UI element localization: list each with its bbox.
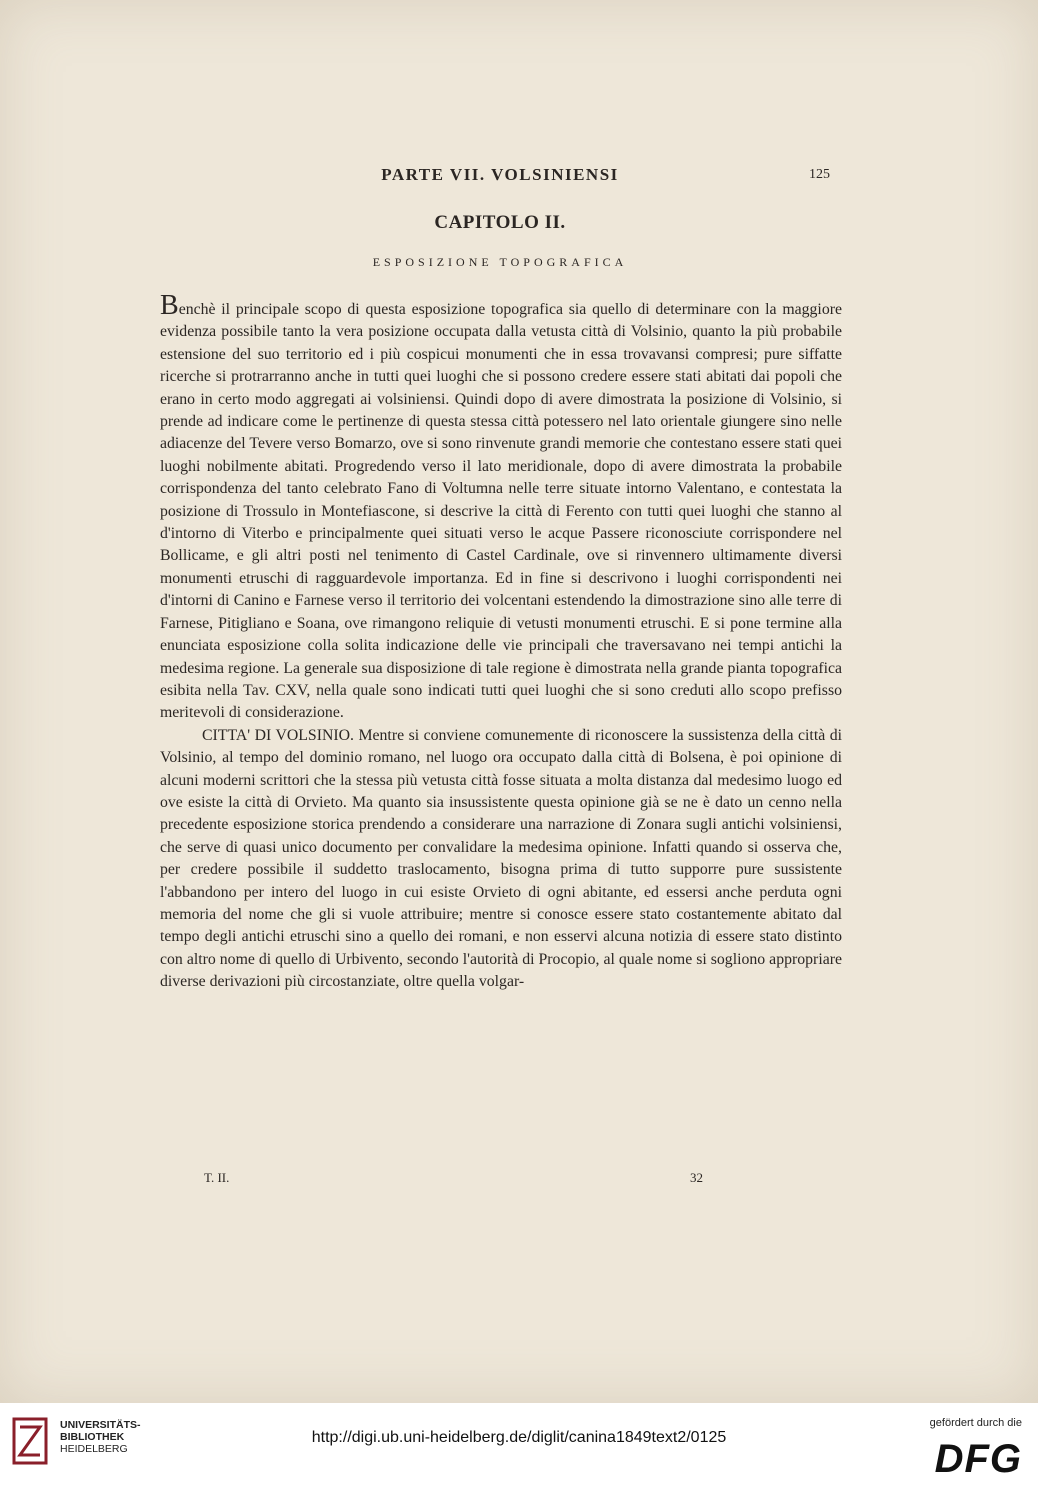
volume-signature: T. II.	[204, 1170, 230, 1185]
library-name-line-1: UNIVERSITÄTS-	[60, 1419, 141, 1431]
library-name-line-3: HEIDELBERG	[60, 1443, 128, 1455]
paragraph-1-text: enchè il principale scopo di questa esposizione topografica sia quello di determinare con la maggiore evidenza possibile tanto la vera posizione occupata dalla vetusta città di Volsinio, quanto la più probabile estensione del suo territorio ed i più cospicui monumenti che in essa trovavansi compresi; pure siffatte ricerche si protrarranno anche in tutti quei luoghi che si possono credere essere stati abitati dai popoli che erano in certo modo aggregati ai volsiniensi. Quindi dopo di avere dimostrata la posizione di Volsinio, si prende ad indicare come le pertinenze di questa stessa città potessero nel lato orientale giungere sino nelle adiacenze del Tevere verso Bomarzo, ove si sono rinvenute grandi memorie che contestano essere stati quei luoghi nobilmente abitati. Progredendo verso il lato meridionale, dopo di avere dimostrata la probabile corrispondenza del tanto celebrato Fano di Voltumna nelle terre situate intorno Valentano, e contestata la posizione di Trossulo in Montefiascone, si descrive la città di Ferento con tutti quei luoghi che stanno al d'intorno di Viterbo e principalmente quei situati verso le acque Passere riconosciute corrispondere nel Bollicame, e gli altri posti nel tenimento di Castel Cardinale, ove si rinvennero ultimamente diversi monumenti etruschi di ragguardevole importanza. Ed in fine si descrivono i luoghi corrispondenti nei d'intorni di Canino e Farnese verso il territorio dei volcentani estendendo la dimostrazione sino alle terre di Farnese, Pitigliano e Soana, ove rimangono reliquie di vetusti monumenti etruschi. E si pone termine alla enunciata esposizione colla solita indicazione delle vie principali che traversavano nei tempi antichi la medesima regione. La generale sua disposizione di tale regione è dimostrata nella grande pianta topografica esibita nella Tav. CXV, nella quale sono indicati tutti quei luoghi che si sono creduti allo scopo prefisso meritevoli di considerazione.	[160, 301, 842, 722]
paragraph-2: CITTA' DI VOLSINIO. Mentre si conviene comunemente di riconoscere la sussistenza della città di Volsinio, al tempo del dominio romano, nel luogo ora occupato dalla città di Bolsena, è poi opinione di alcuni moderni scrittori che la stessa più vetusta città fosse situata a molta distanza dal medesimo luogo ed ove esiste la città di Orvieto. Ma quanto sia insussistente questa opinione già se ne è dato un cenno nella precedente esposizione storica prendendo a considerare una narrazione di Zonara sugli antichi volsiniensi, che serve di quasi unico documento per convalidare la medesima opinione. Infatti quando si osserva che, per credere possibile il suddetto traslocamento, bisogna prima di tutto supporre pure sussistente l'abbandono per intero del luogo in cui esiste Orvieto di ogni abitante, ed essersi anche perduta ogni memoria del nome che gli si vuole attribuire; mentre si conosce essere stato costantemente abitato dal tempo degli antichi etruschi sino a quello dei romani, e non esservi alcuna notizia di essere stato distinto con altro nome di quello di Urbivento, secondo l'autorità di Procopio, al quale nome si sogliono appropriare diverse derivazioni più circostanziate, oltre quella volgar-	[160, 726, 842, 991]
dfg-logo[interactable]: DFG	[934, 1437, 1022, 1481]
digitization-bar	[0, 1403, 1038, 1485]
chapter-title: CAPITOLO II.	[434, 212, 566, 233]
sheet-signature: 32	[690, 1170, 703, 1185]
running-head	[160, 165, 840, 191]
funder-caption: gefördert durch die	[929, 1417, 1022, 1429]
source-url-link[interactable]: http://digi.ub.uni-heidelberg.de/diglit/canina1849text2/0125	[311, 1429, 727, 1446]
page-footer	[160, 1170, 840, 1190]
chapter-subtitle: ESPOSIZIONE TOPOGRAFICA	[372, 255, 628, 269]
running-title: PARTE VII. VOLSINIENSI	[381, 165, 619, 184]
library-name-line-2: BIBLIOTHEK	[60, 1431, 125, 1443]
page-number: 125	[809, 167, 830, 182]
body-text	[160, 290, 842, 994]
paragraph-1	[160, 290, 842, 725]
drop-cap: B	[160, 290, 179, 321]
